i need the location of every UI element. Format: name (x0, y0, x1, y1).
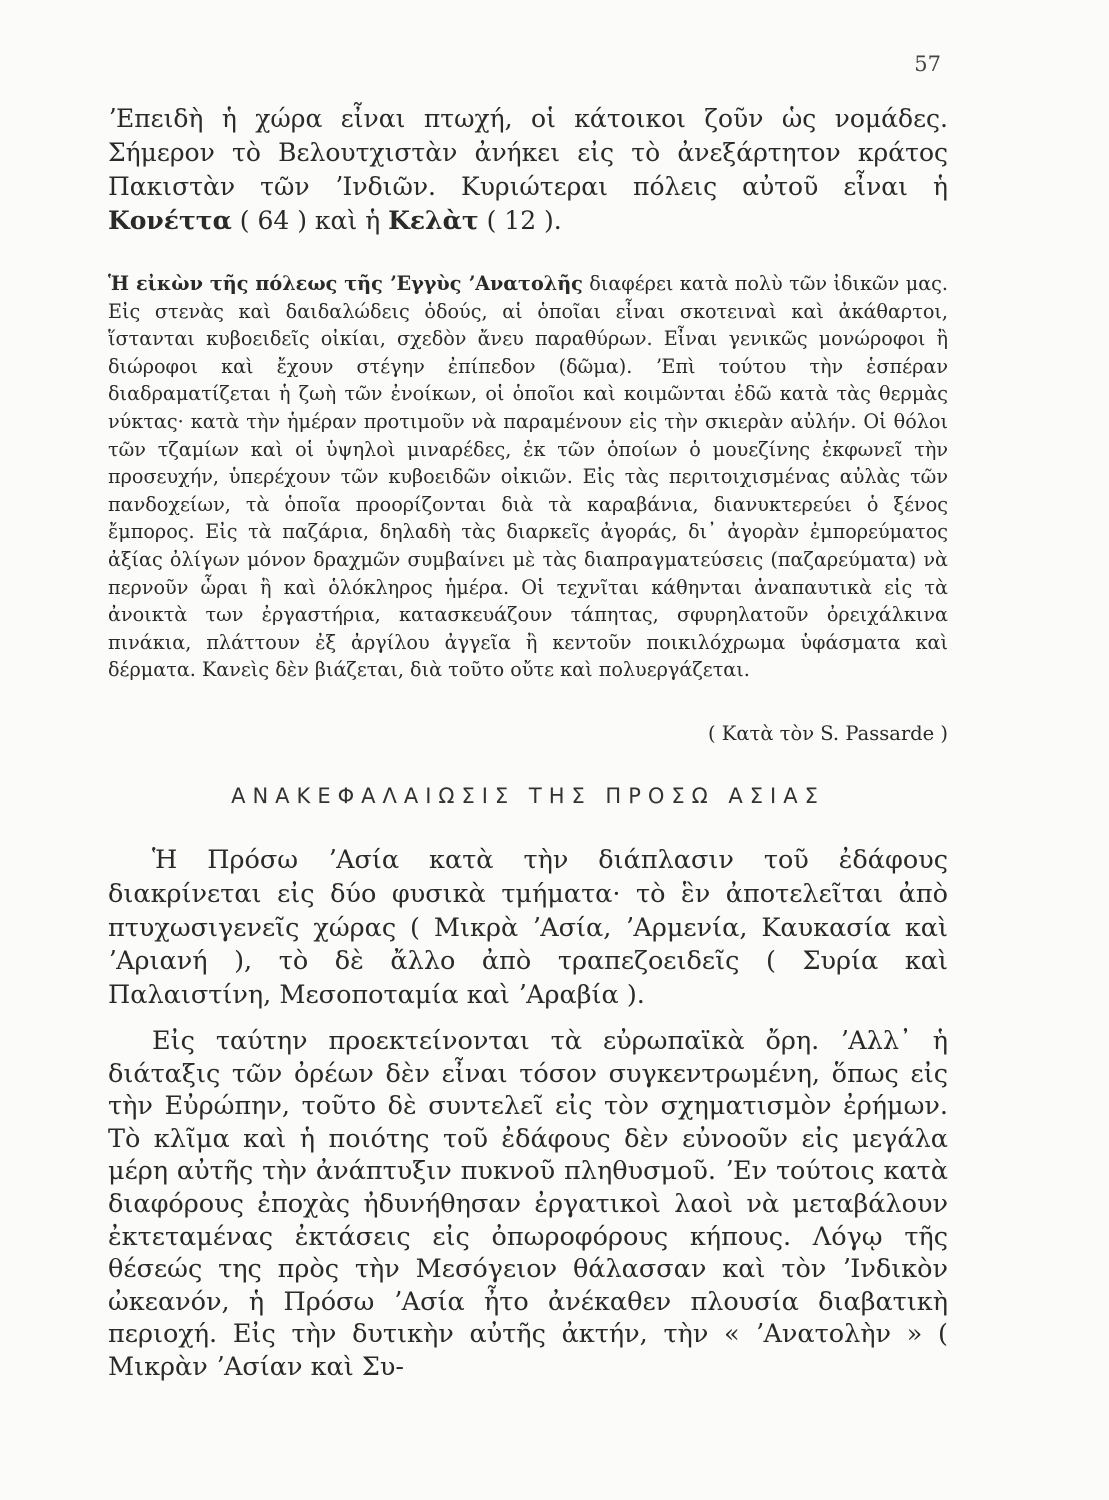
page-number: 57 (914, 52, 941, 76)
paragraph-text: ( 64 ) καὶ ἡ (231, 206, 389, 235)
paragraph-near-east-city (108, 270, 948, 684)
city-name-quetta: Κονέττα (108, 206, 232, 235)
paragraph-text: διαφέρει κατὰ πολὺ τῶν ἰδικῶν μας. Εἰς στενὰς καὶ δαιδαλώδεις ὁδούς, αἱ ὁποῖαι εἶναι σκοτειναὶ καὶ ἀκάθαρτοι, ἵστανται κυβοειδεῖς οἰκίαι, σχεδὸν ἄνευ παραθύρων. Εἶναι γενικῶς μονώροφοι ἢ διώροφοι καὶ ἔχουν στέγην ἐπίπεδον (δῶμα). ʼΕπὶ τούτου τὴν ἑσπέραν διαδραματίζεται ἡ ζωὴ τῶν ἐνοίκων, οἱ ὁποῖοι καὶ κοιμῶνται ἐδῶ κατὰ τὰς θερμὰς νύκτας· κατὰ τὴν ἡμέραν προτιμοῦν νὰ παραμένουν εἰς τὴν σκιερὰν αὐλήν. Οἱ θόλοι τῶν τζαμίων καὶ οἱ ὑψηλοὶ μιναρέδες, ἐκ τῶν ὁποίων ὁ μουεζίνης ἐκφωνεῖ τὴν προσευχήν, ὑπερέχουν τῶν κυβοειδῶν οἰκιῶν. Εἰς τὰς περιτοιχισμένας αὐλὰς τῶν πανδοχείων, τὰ ὁποῖα προορίζονται διὰ τὰ καραβάνια, διανυκτερεύει ὁ ξένος ἔμπορος. Εἰς τὰ παζάρια, δηλαδὴ τὰς διαρκεῖς ἀγοράς, δι᾽ ἀγορὰν ἐμπορεύματος ἀξίας ὀλίγων μόνον δραχμῶν συμβαίνει μὲ τὰς διαπραγματεύσεις (παζαρεύματα) νὰ περνοῦν ὧραι ἢ καὶ ὁλόκληρος ἡμέρα. Οἱ τεχνῖται κάθηνται ἀναπαυτικὰ εἰς τὰ ἀνοικτὰ των ἐργαστήρια, κατασκευάζουν τάπητας, σφυρηλατοῦν ὀρειχάλκινα πινάκια, πλάττουν ἐξ ἀργίλου ἀγγεῖα ἢ κεντοῦν ποικιλόχρωμα ὑφάσματα καὶ δέρματα. Κανεὶς δὲν βιάζεται, διὰ τοῦτο οὔτε καὶ πολυεργάζεται. (108, 272, 948, 682)
paragraph-lead: Ἡ εἰκὼν τῆς πόλεως τῆς ʼΕγγὺς ʼΑνατολῆς (108, 272, 583, 295)
attribution-open: ( Κατὰ τὸν (707, 722, 821, 745)
paragraph-summary-mountains: Εἰς ταύτην προεκτείνονται τὰ εὐρωπαϊκὰ ὄρη. ʼΑλλ᾽ ἡ διάταξις τῶν ὀρέων δὲν εἶναι τόσον συγκεντρωμένη, ὅπως εἰς τὴν Εὐρώπην, τοῦτο δὲ συντελεῖ εἰς τὸν σχηματισμὸν ἐρήμων. Τὸ κλῖμα καὶ ἡ ποιότης τοῦ ἐδάφους δὲν εὐνοοῦν εἰς μεγάλα μέρη αὐτῆς τὴν ἀνάπτυξιν πυκνοῦ πληθυσμοῦ. ʼΕν τούτοις κατὰ διαφόρους ἐποχὰς ἠδυνήθησαν ἐργατικοὶ λαοὶ νὰ μεταβάλουν ἐκτεταμένας ἐκτάσεις εἰς ὀπωροφόρους κήπους. Λόγῳ τῆς θέσεώς της πρὸς τὴν Μεσόγειον θάλασσαν καὶ τὸν ʼΙνδικὸν ὠκεανόν, ἡ Πρόσω ʼΑσία ἦτο ἀνέκαθεν πλουσία διαβατικὴ περιοχή. Εἰς τὴν δυτικὴν αὐτῆς ἀκτήν, τὴν « ʼΑνατολὴν » ( Μικρὰν ʼΑσίαν καὶ Συ- (108, 1026, 948, 1382)
section-heading: ΑΝΑΚΕΦΑΛΑΙΩΣΙΣ ΤΗΣ ΠΡΟΣΩ ΑΣΙΑΣ (231, 784, 825, 808)
city-name-kalat: Κελὰτ (388, 206, 479, 235)
attribution (108, 722, 948, 745)
paragraph-text: ( 12 ). (478, 206, 562, 235)
paragraph-text: ʼΕπειδὴ ἡ χώρα εἶναι πτωχή, οἱ κάτοικοι ζοῦν ὡς νομάδες. Σήμερον τὸ Βελουτχιστὰν ἀνήκει εἰς τὸ ἀνεξάρτητον κράτος Πακιστὰν τῶν ʼΙνδιῶν. Κυριώτεραι πόλεις αὐτοῦ εἶναι ἡ (108, 104, 948, 201)
attribution-close: ) (934, 722, 948, 745)
paragraph-summary-relief: Ἡ Πρόσω ʼΑσία κατὰ τὴν διάπλασιν τοῦ ἐδάφους διακρίνεται εἰς δύο φυσικὰ τμήματα· τὸ ἓν ἀποτελεῖται ἀπὸ πτυχωσιγενεῖς χώρας ( Μικρὰ ʼΑσία, ʼΑρμενία, Καυκασία καὶ ʼΑριανή ), τὸ δὲ ἄλλο ἀπὸ τραπεζοειδεῖς ( Συρία καὶ Παλαιστίνη, Μεσοποταμία καὶ ʼΑραβία ). (108, 845, 948, 1011)
attribution-author: S. Passarde (820, 722, 935, 745)
paragraph-baluchistan (108, 102, 948, 238)
